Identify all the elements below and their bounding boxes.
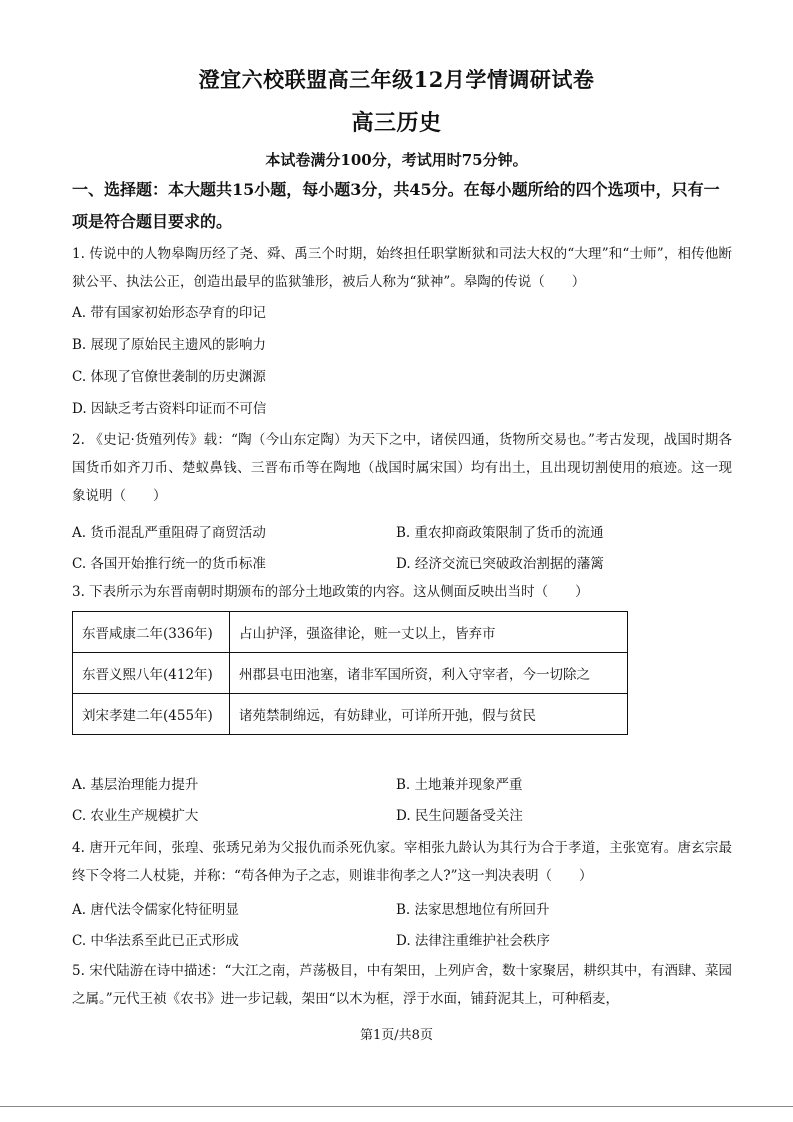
q4-option-d: D. 法律注重维护社会秩序 [396, 933, 550, 949]
table-cell-policy: 诸苑禁制绵远，有妨肆业，可详所开弛，假与贫民 [230, 694, 628, 735]
q1-option-b: B. 展现了原始民主遗风的影响力 [72, 337, 267, 353]
table-cell-policy: 州郡县屯田池塞，诸非军国所资，利入守宰者，今一切除之 [230, 653, 628, 694]
q3-option-b: B. 土地兼并现象严重 [396, 777, 523, 793]
table-cell-period: 东晋义熙八年(412年) [73, 653, 230, 694]
table-cell-period: 刘宋孝建二年(455年) [73, 694, 230, 735]
q1-option-d: D. 因缺乏考古资料印证而不可信 [72, 401, 267, 417]
q3-option-c: C. 农业生产规模扩大 [72, 808, 199, 824]
question-1-stem: 1. 传说中的人物皋陶历经了尧、舜、禹三个时期，始终担任职掌断狱和司法大权的“大理”和“士师”，相传他断狱公平、执法公正，创造出最早的监狱雏形，被后人称为“狱神”。皋陶的传说（ ） [72, 246, 732, 290]
land-policy-table [72, 611, 628, 735]
section-heading: 一、选择题：本大题共15小题，每小题3分，共45分。在每小题所给的四个选项中，只有一项是符合题目要求的。 [72, 180, 720, 231]
question-3-stem: 3. 下表所示为东晋南朝时期颁布的部分土地政策的内容。这从侧面反映出当时（ ） [72, 584, 589, 600]
q1-option-a: A. 带有国家初始形态孕育的印记 [72, 305, 266, 321]
q3-option-d: D. 民生问题备受关注 [396, 808, 523, 824]
q1-option-c: C. 体现了官僚世袭制的历史渊源 [72, 369, 266, 385]
table-cell-policy: 占山护泽，强盗律论，赃一丈以上，皆弃市 [230, 612, 628, 653]
q2-option-d: D. 经济交流已突破政治割据的藩篱 [396, 556, 604, 572]
exam-meta: 本试卷满分100分，考试用时75分钟。 [265, 151, 528, 169]
q4-option-a: A. 唐代法令儒家化特征明显 [72, 902, 239, 918]
question-5-stem: 5. 宋代陆游在诗中描述：“大江之南，芦荡极目，中有架田，上列庐舍，数十家聚居，耕织其中，有酒肆、菜园之属。”元代王祯《农书》进一步记载，架田“以木为框，浮于水面，铺葑泥其上，可种稻麦， [72, 963, 732, 1007]
question-4-stem: 4. 唐开元年间，张瑝、张琇兄弟为父报仇而杀死仇家。宰相张九龄认为其行为合于孝道，主张宽宥。唐玄宗最终下令将二人杖毙，并称：“苟各伸为子之志，则谁非徇孝之人?”这一判决表明（ ） [72, 840, 732, 884]
q2-option-b: B. 重农抑商政策限制了货币的流通 [396, 525, 604, 541]
subject-title: 高三历史 [351, 110, 442, 136]
q2-option-a: A. 货币混乱严重阻碍了商贸活动 [72, 525, 266, 541]
question-2-stem: 2. 《史记·货殖列传》载：“陶（今山东定陶）为天下之中，诸侯四通，货物所交易也。”考古发现，战国时期各国货币如齐刀币、楚蚁鼻钱、三晋布币等在陶地（战国时属宋国）均有出土，且出现切割使用的痕迹。这一现象说明（ ） [72, 432, 732, 504]
page-number: 第1页/共8页 [360, 1028, 433, 1043]
exam-title: 澄宜六校联盟高三年级12月学情调研试卷 [198, 67, 595, 92]
q4-option-b: B. 法家思想地位有所回升 [396, 902, 550, 918]
q2-option-c: C. 各国开始推行统一的货币标准 [72, 556, 266, 572]
table-cell-period: 东晋咸康二年(336年) [73, 612, 230, 653]
table-row [73, 694, 628, 735]
table-row [73, 612, 628, 653]
q4-option-c: C. 中华法系至此已正式形成 [72, 933, 239, 949]
table-row [73, 653, 628, 694]
q3-option-a: A. 基层治理能力提升 [72, 777, 199, 793]
page-bottom-rule [0, 1106, 793, 1107]
